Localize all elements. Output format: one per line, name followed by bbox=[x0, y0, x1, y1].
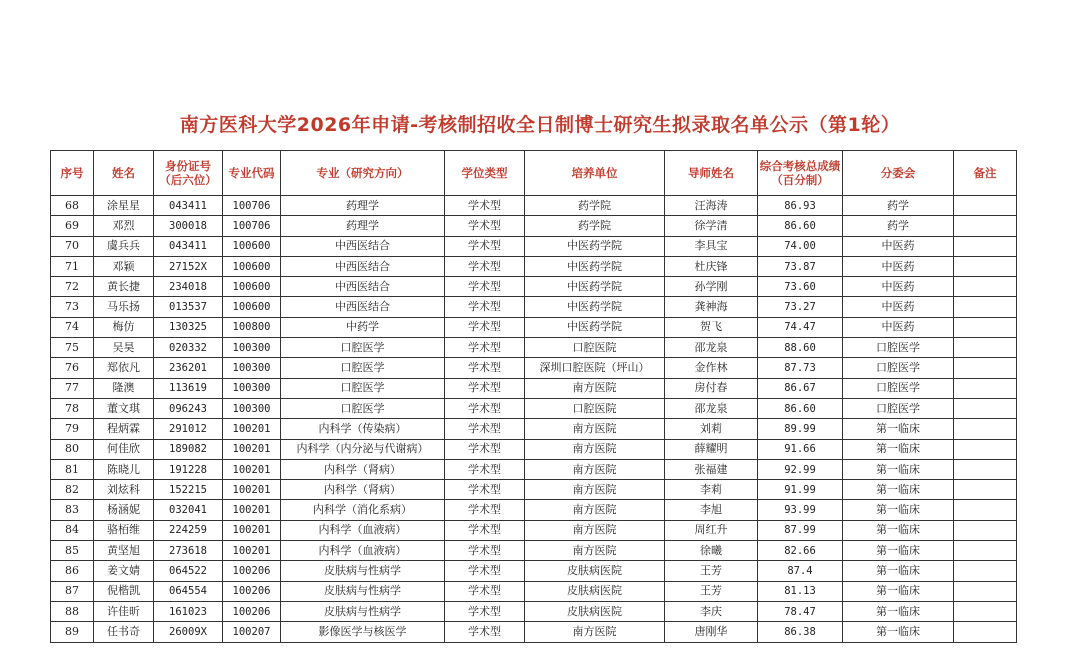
name-cell: 骆栢维 bbox=[94, 520, 154, 540]
remark-cell bbox=[954, 622, 1017, 642]
name-cell: 任书奇 bbox=[94, 622, 154, 642]
unit-cell: 药学院 bbox=[525, 196, 665, 216]
header-score: 综合考核总成绩（百分制） bbox=[758, 151, 843, 196]
committee-cell: 第一临床 bbox=[843, 581, 954, 601]
remark-cell bbox=[954, 459, 1017, 479]
committee-cell: 口腔医学 bbox=[843, 338, 954, 358]
degree-type-cell: 学术型 bbox=[445, 338, 525, 358]
remark-cell bbox=[954, 500, 1017, 520]
table-row bbox=[51, 500, 1017, 520]
unit-cell: 南方医院 bbox=[525, 419, 665, 439]
remark-cell bbox=[954, 256, 1017, 276]
major-cell: 中西医结合 bbox=[281, 236, 445, 256]
seq-cell: 79 bbox=[51, 419, 94, 439]
unit-cell: 药学院 bbox=[525, 216, 665, 236]
score-cell: 78.47 bbox=[758, 601, 843, 621]
remark-cell bbox=[954, 398, 1017, 418]
table-row bbox=[51, 439, 1017, 459]
major-code-cell: 100201 bbox=[223, 480, 281, 500]
committee-cell: 药学 bbox=[843, 216, 954, 236]
id-cell: 27152X bbox=[154, 256, 223, 276]
degree-type-cell: 学术型 bbox=[445, 419, 525, 439]
table-row bbox=[51, 256, 1017, 276]
id-cell: 224259 bbox=[154, 520, 223, 540]
name-cell: 黄长捷 bbox=[94, 277, 154, 297]
score-cell: 73.27 bbox=[758, 297, 843, 317]
id-cell: 013537 bbox=[154, 297, 223, 317]
major-code-cell: 100300 bbox=[223, 338, 281, 358]
table-row bbox=[51, 317, 1017, 337]
id-cell: 189082 bbox=[154, 439, 223, 459]
major-code-cell: 100600 bbox=[223, 297, 281, 317]
major-cell: 中西医结合 bbox=[281, 256, 445, 276]
unit-cell: 南方医院 bbox=[525, 622, 665, 642]
degree-type-cell: 学术型 bbox=[445, 216, 525, 236]
name-cell: 涂星星 bbox=[94, 196, 154, 216]
name-cell: 邓颖 bbox=[94, 256, 154, 276]
major-cell: 内科学（传染病） bbox=[281, 419, 445, 439]
major-cell: 内科学（血液病） bbox=[281, 520, 445, 540]
degree-type-cell: 学术型 bbox=[445, 256, 525, 276]
header-seq: 序号 bbox=[51, 151, 94, 196]
table-row bbox=[51, 216, 1017, 236]
committee-cell: 中医药 bbox=[843, 297, 954, 317]
seq-cell: 80 bbox=[51, 439, 94, 459]
table-row bbox=[51, 561, 1017, 581]
remark-cell bbox=[954, 277, 1017, 297]
supervisor-cell: 王芳 bbox=[665, 561, 758, 581]
committee-cell: 中医药 bbox=[843, 277, 954, 297]
degree-type-cell: 学术型 bbox=[445, 622, 525, 642]
supervisor-cell: 徐曦 bbox=[665, 541, 758, 561]
seq-cell: 83 bbox=[51, 500, 94, 520]
score-cell: 86.60 bbox=[758, 398, 843, 418]
id-cell: 113619 bbox=[154, 378, 223, 398]
unit-cell: 南方医院 bbox=[525, 439, 665, 459]
major-cell: 内科学（肾病） bbox=[281, 459, 445, 479]
major-code-cell: 100706 bbox=[223, 216, 281, 236]
supervisor-cell: 唐刚华 bbox=[665, 622, 758, 642]
supervisor-cell: 杜庆锋 bbox=[665, 256, 758, 276]
table-row bbox=[51, 459, 1017, 479]
supervisor-cell: 孙学刚 bbox=[665, 277, 758, 297]
committee-cell: 第一临床 bbox=[843, 561, 954, 581]
name-cell: 隆澳 bbox=[94, 378, 154, 398]
unit-cell: 南方医院 bbox=[525, 541, 665, 561]
id-cell: 064522 bbox=[154, 561, 223, 581]
supervisor-cell: 邵龙泉 bbox=[665, 338, 758, 358]
degree-type-cell: 学术型 bbox=[445, 398, 525, 418]
id-cell: 152215 bbox=[154, 480, 223, 500]
committee-cell: 药学 bbox=[843, 196, 954, 216]
table-row bbox=[51, 581, 1017, 601]
degree-type-cell: 学术型 bbox=[445, 317, 525, 337]
degree-type-cell: 学术型 bbox=[445, 581, 525, 601]
id-cell: 161023 bbox=[154, 601, 223, 621]
major-cell: 皮肤病与性病学 bbox=[281, 581, 445, 601]
table-row bbox=[51, 541, 1017, 561]
remark-cell bbox=[954, 439, 1017, 459]
table-row bbox=[51, 338, 1017, 358]
unit-cell: 口腔医院 bbox=[525, 398, 665, 418]
unit-cell: 中医药学院 bbox=[525, 297, 665, 317]
major-code-cell: 100207 bbox=[223, 622, 281, 642]
major-code-cell: 100201 bbox=[223, 541, 281, 561]
score-cell: 87.99 bbox=[758, 520, 843, 540]
header-committee: 分委会 bbox=[843, 151, 954, 196]
major-code-cell: 100201 bbox=[223, 459, 281, 479]
table-row bbox=[51, 601, 1017, 621]
major-code-cell: 100206 bbox=[223, 581, 281, 601]
unit-cell: 南方医院 bbox=[525, 520, 665, 540]
seq-cell: 85 bbox=[51, 541, 94, 561]
major-code-cell: 100800 bbox=[223, 317, 281, 337]
seq-cell: 77 bbox=[51, 378, 94, 398]
header-degree-type: 学位类型 bbox=[445, 151, 525, 196]
header-unit: 培养单位 bbox=[525, 151, 665, 196]
score-cell: 74.47 bbox=[758, 317, 843, 337]
header-name: 姓名 bbox=[94, 151, 154, 196]
supervisor-cell: 徐学清 bbox=[665, 216, 758, 236]
name-cell: 黄坚旭 bbox=[94, 541, 154, 561]
committee-cell: 第一临床 bbox=[843, 520, 954, 540]
major-cell: 皮肤病与性病学 bbox=[281, 561, 445, 581]
name-cell: 郑依凡 bbox=[94, 358, 154, 378]
remark-cell bbox=[954, 236, 1017, 256]
committee-cell: 第一临床 bbox=[843, 541, 954, 561]
committee-cell: 口腔医学 bbox=[843, 398, 954, 418]
supervisor-cell: 金作林 bbox=[665, 358, 758, 378]
committee-cell: 第一临床 bbox=[843, 439, 954, 459]
admission-table bbox=[50, 150, 1017, 643]
degree-type-cell: 学术型 bbox=[445, 378, 525, 398]
major-cell: 口腔医学 bbox=[281, 398, 445, 418]
name-cell: 陈晓儿 bbox=[94, 459, 154, 479]
committee-cell: 中医药 bbox=[843, 256, 954, 276]
remark-cell bbox=[954, 480, 1017, 500]
id-cell: 234018 bbox=[154, 277, 223, 297]
id-cell: 096243 bbox=[154, 398, 223, 418]
name-cell: 何佳欣 bbox=[94, 439, 154, 459]
header-remark: 备注 bbox=[954, 151, 1017, 196]
score-cell: 86.93 bbox=[758, 196, 843, 216]
unit-cell: 皮肤病医院 bbox=[525, 601, 665, 621]
id-cell: 291012 bbox=[154, 419, 223, 439]
supervisor-cell: 贺飞 bbox=[665, 317, 758, 337]
committee-cell: 口腔医学 bbox=[843, 358, 954, 378]
score-cell: 86.38 bbox=[758, 622, 843, 642]
degree-type-cell: 学术型 bbox=[445, 297, 525, 317]
unit-cell: 南方医院 bbox=[525, 459, 665, 479]
seq-cell: 81 bbox=[51, 459, 94, 479]
major-cell: 药理学 bbox=[281, 216, 445, 236]
unit-cell: 中医药学院 bbox=[525, 317, 665, 337]
major-cell: 影像医学与核医学 bbox=[281, 622, 445, 642]
major-code-cell: 100600 bbox=[223, 277, 281, 297]
degree-type-cell: 学术型 bbox=[445, 196, 525, 216]
id-cell: 26009X bbox=[154, 622, 223, 642]
committee-cell: 中医药 bbox=[843, 236, 954, 256]
score-cell: 86.67 bbox=[758, 378, 843, 398]
major-cell: 内科学（肾病） bbox=[281, 480, 445, 500]
table-row bbox=[51, 419, 1017, 439]
supervisor-cell: 张福建 bbox=[665, 459, 758, 479]
name-cell: 董文琪 bbox=[94, 398, 154, 418]
score-cell: 91.99 bbox=[758, 480, 843, 500]
seq-cell: 78 bbox=[51, 398, 94, 418]
degree-type-cell: 学术型 bbox=[445, 358, 525, 378]
major-code-cell: 100201 bbox=[223, 439, 281, 459]
name-cell: 刘炫科 bbox=[94, 480, 154, 500]
supervisor-cell: 龚神海 bbox=[665, 297, 758, 317]
seq-cell: 82 bbox=[51, 480, 94, 500]
name-cell: 吴昊 bbox=[94, 338, 154, 358]
major-cell: 口腔医学 bbox=[281, 358, 445, 378]
table-header-row bbox=[51, 151, 1017, 196]
name-cell: 梅仿 bbox=[94, 317, 154, 337]
unit-cell: 南方医院 bbox=[525, 378, 665, 398]
unit-cell: 中医药学院 bbox=[525, 256, 665, 276]
id-cell: 191228 bbox=[154, 459, 223, 479]
seq-cell: 69 bbox=[51, 216, 94, 236]
unit-cell: 南方医院 bbox=[525, 480, 665, 500]
supervisor-cell: 李庆 bbox=[665, 601, 758, 621]
supervisor-cell: 薛耀明 bbox=[665, 439, 758, 459]
score-cell: 82.66 bbox=[758, 541, 843, 561]
committee-cell: 第一临床 bbox=[843, 419, 954, 439]
table-row bbox=[51, 196, 1017, 216]
major-code-cell: 100201 bbox=[223, 419, 281, 439]
header-supervisor: 导师姓名 bbox=[665, 151, 758, 196]
degree-type-cell: 学术型 bbox=[445, 480, 525, 500]
major-code-cell: 100201 bbox=[223, 500, 281, 520]
id-cell: 043411 bbox=[154, 196, 223, 216]
committee-cell: 第一临床 bbox=[843, 622, 954, 642]
id-cell: 273618 bbox=[154, 541, 223, 561]
name-cell: 马乐扬 bbox=[94, 297, 154, 317]
score-cell: 92.99 bbox=[758, 459, 843, 479]
committee-cell: 第一临床 bbox=[843, 459, 954, 479]
major-cell: 皮肤病与性病学 bbox=[281, 601, 445, 621]
id-cell: 236201 bbox=[154, 358, 223, 378]
major-cell: 口腔医学 bbox=[281, 338, 445, 358]
table-row bbox=[51, 480, 1017, 500]
id-cell: 020332 bbox=[154, 338, 223, 358]
supervisor-cell: 李莉 bbox=[665, 480, 758, 500]
name-cell: 许佳昕 bbox=[94, 601, 154, 621]
seq-cell: 84 bbox=[51, 520, 94, 540]
major-code-cell: 100600 bbox=[223, 256, 281, 276]
major-code-cell: 100206 bbox=[223, 601, 281, 621]
unit-cell: 深圳口腔医院（坪山） bbox=[525, 358, 665, 378]
remark-cell bbox=[954, 338, 1017, 358]
degree-type-cell: 学术型 bbox=[445, 236, 525, 256]
header-major-code: 专业代码 bbox=[223, 151, 281, 196]
name-cell: 姜文婧 bbox=[94, 561, 154, 581]
score-cell: 88.60 bbox=[758, 338, 843, 358]
major-cell: 中药学 bbox=[281, 317, 445, 337]
committee-cell: 第一临床 bbox=[843, 601, 954, 621]
degree-type-cell: 学术型 bbox=[445, 541, 525, 561]
unit-cell: 皮肤病医院 bbox=[525, 561, 665, 581]
score-cell: 74.00 bbox=[758, 236, 843, 256]
supervisor-cell: 李旭 bbox=[665, 500, 758, 520]
id-cell: 064554 bbox=[154, 581, 223, 601]
id-cell: 032041 bbox=[154, 500, 223, 520]
remark-cell bbox=[954, 419, 1017, 439]
seq-cell: 86 bbox=[51, 561, 94, 581]
supervisor-cell: 李具宝 bbox=[665, 236, 758, 256]
name-cell: 虞兵兵 bbox=[94, 236, 154, 256]
table-row bbox=[51, 520, 1017, 540]
seq-cell: 73 bbox=[51, 297, 94, 317]
score-cell: 86.60 bbox=[758, 216, 843, 236]
major-cell: 内科学（内分泌与代谢病） bbox=[281, 439, 445, 459]
table-row bbox=[51, 398, 1017, 418]
table-row bbox=[51, 277, 1017, 297]
major-cell: 中西医结合 bbox=[281, 277, 445, 297]
supervisor-cell: 邵龙泉 bbox=[665, 398, 758, 418]
major-code-cell: 100706 bbox=[223, 196, 281, 216]
header-major: 专业（研究方向） bbox=[281, 151, 445, 196]
seq-cell: 76 bbox=[51, 358, 94, 378]
name-cell: 程炳霖 bbox=[94, 419, 154, 439]
unit-cell: 南方医院 bbox=[525, 500, 665, 520]
degree-type-cell: 学术型 bbox=[445, 561, 525, 581]
remark-cell bbox=[954, 317, 1017, 337]
committee-cell: 第一临床 bbox=[843, 500, 954, 520]
score-cell: 87.4 bbox=[758, 561, 843, 581]
name-cell: 邓烈 bbox=[94, 216, 154, 236]
remark-cell bbox=[954, 561, 1017, 581]
remark-cell bbox=[954, 541, 1017, 561]
table-row bbox=[51, 378, 1017, 398]
name-cell: 倪楷凯 bbox=[94, 581, 154, 601]
id-cell: 043411 bbox=[154, 236, 223, 256]
remark-cell bbox=[954, 601, 1017, 621]
supervisor-cell: 房付春 bbox=[665, 378, 758, 398]
major-cell: 口腔医学 bbox=[281, 378, 445, 398]
seq-cell: 71 bbox=[51, 256, 94, 276]
score-cell: 89.99 bbox=[758, 419, 843, 439]
major-cell: 内科学（血液病） bbox=[281, 541, 445, 561]
supervisor-cell: 刘莉 bbox=[665, 419, 758, 439]
degree-type-cell: 学术型 bbox=[445, 459, 525, 479]
seq-cell: 88 bbox=[51, 601, 94, 621]
committee-cell: 第一临床 bbox=[843, 480, 954, 500]
major-code-cell: 100300 bbox=[223, 398, 281, 418]
major-code-cell: 100201 bbox=[223, 520, 281, 540]
committee-cell: 中医药 bbox=[843, 317, 954, 337]
table-row bbox=[51, 358, 1017, 378]
name-cell: 杨涵妮 bbox=[94, 500, 154, 520]
supervisor-cell: 汪海涛 bbox=[665, 196, 758, 216]
unit-cell: 皮肤病医院 bbox=[525, 581, 665, 601]
degree-type-cell: 学术型 bbox=[445, 500, 525, 520]
remark-cell bbox=[954, 216, 1017, 236]
remark-cell bbox=[954, 196, 1017, 216]
remark-cell bbox=[954, 581, 1017, 601]
seq-cell: 70 bbox=[51, 236, 94, 256]
remark-cell bbox=[954, 297, 1017, 317]
unit-cell: 中医药学院 bbox=[525, 277, 665, 297]
supervisor-cell: 周红升 bbox=[665, 520, 758, 540]
id-cell: 130325 bbox=[154, 317, 223, 337]
seq-cell: 72 bbox=[51, 277, 94, 297]
id-cell: 300018 bbox=[154, 216, 223, 236]
supervisor-cell: 王芳 bbox=[665, 581, 758, 601]
major-code-cell: 100600 bbox=[223, 236, 281, 256]
score-cell: 73.60 bbox=[758, 277, 843, 297]
major-code-cell: 100300 bbox=[223, 378, 281, 398]
major-code-cell: 100206 bbox=[223, 561, 281, 581]
unit-cell: 中医药学院 bbox=[525, 236, 665, 256]
table-row bbox=[51, 236, 1017, 256]
committee-cell: 口腔医学 bbox=[843, 378, 954, 398]
table-row bbox=[51, 297, 1017, 317]
table-row bbox=[51, 622, 1017, 642]
major-code-cell: 100300 bbox=[223, 358, 281, 378]
seq-cell: 68 bbox=[51, 196, 94, 216]
degree-type-cell: 学术型 bbox=[445, 277, 525, 297]
seq-cell: 89 bbox=[51, 622, 94, 642]
seq-cell: 87 bbox=[51, 581, 94, 601]
score-cell: 91.66 bbox=[758, 439, 843, 459]
score-cell: 73.87 bbox=[758, 256, 843, 276]
remark-cell bbox=[954, 520, 1017, 540]
score-cell: 81.13 bbox=[758, 581, 843, 601]
degree-type-cell: 学术型 bbox=[445, 439, 525, 459]
score-cell: 93.99 bbox=[758, 500, 843, 520]
score-cell: 87.73 bbox=[758, 358, 843, 378]
seq-cell: 74 bbox=[51, 317, 94, 337]
seq-cell: 75 bbox=[51, 338, 94, 358]
document-title: 南方医科大学2026年申请-考核制招收全日制博士研究生拟录取名单公示（第1轮） bbox=[179, 114, 901, 136]
remark-cell bbox=[954, 358, 1017, 378]
major-cell: 药理学 bbox=[281, 196, 445, 216]
degree-type-cell: 学术型 bbox=[445, 601, 525, 621]
header-id: 身份证号（后六位） bbox=[154, 151, 223, 196]
major-cell: 中西医结合 bbox=[281, 297, 445, 317]
degree-type-cell: 学术型 bbox=[445, 520, 525, 540]
remark-cell bbox=[954, 378, 1017, 398]
unit-cell: 口腔医院 bbox=[525, 338, 665, 358]
major-cell: 内科学（消化系病） bbox=[281, 500, 445, 520]
